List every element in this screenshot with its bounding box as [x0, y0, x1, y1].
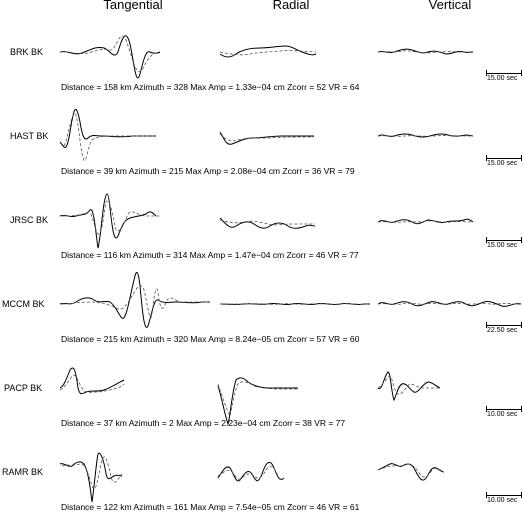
station-info: Distance = 116 km Azimuth = 314 Max Amp = 1.47e−04 cm Zcorr = 46 VR = 77 — [61, 250, 359, 260]
radial-waveform — [220, 38, 320, 68]
vertical-waveform — [378, 126, 473, 146]
vertical-waveform — [378, 292, 521, 316]
station-info: Distance = 215 km Azimuth = 320 Max Amp = 8.24e−05 cm Zcorr = 57 VR = 60 — [61, 334, 360, 344]
time-scale-label: 15.00 sec — [487, 75, 518, 82]
time-scale-bar — [486, 404, 522, 418]
station-label: MCCM BK — [2, 299, 45, 309]
station-label: RAMR BK — [2, 467, 44, 477]
station-label: HAST BK — [10, 131, 49, 141]
radial-waveform — [220, 124, 315, 152]
column-header-vertical: Vertical — [428, 0, 472, 12]
tangential-waveform — [60, 446, 130, 508]
tangential-waveform — [60, 360, 130, 402]
radial-waveform — [220, 294, 370, 316]
time-scale-label: 15.00 sec — [487, 242, 518, 249]
station-label: PACP BK — [4, 383, 43, 393]
vertical-waveform — [378, 454, 448, 494]
tangential-waveform — [60, 266, 210, 338]
radial-waveform — [220, 212, 315, 240]
station-info: Distance = 158 km Azimuth = 328 Max Amp = 1.33e−04 cm Zcorr = 52 VR = 64 — [61, 82, 360, 92]
station-info: Distance = 39 km Azimuth = 215 Max Amp = 2.08e−04 cm Zcorr = 36 VR = 79 — [61, 166, 355, 176]
time-scale-label: 15.00 sec — [487, 160, 518, 167]
column-header-radial: Radial — [272, 0, 310, 12]
radial-waveform — [218, 454, 298, 490]
vertical-waveform — [378, 210, 473, 234]
station-info: Distance = 37 km Azimuth = 2 Max Amp = 2.23e−04 cm Zcorr = 38 VR = 77 — [61, 418, 346, 428]
time-scale-bar — [486, 153, 522, 167]
tangential-waveform — [60, 102, 160, 164]
time-scale-bar — [486, 490, 522, 504]
station-label: BRK BK — [10, 47, 44, 57]
station-label: JRSC BK — [10, 215, 49, 225]
time-scale-label: 10.00 sec — [487, 497, 518, 504]
tangential-waveform — [60, 186, 160, 256]
time-scale-bar — [486, 320, 522, 334]
time-scale-bar — [486, 235, 522, 249]
time-scale-label: 10.00 sec — [487, 411, 518, 418]
column-header-tangential: Tangential — [103, 0, 163, 12]
vertical-waveform — [378, 366, 448, 406]
time-scale-label: 22.50 sec — [487, 327, 518, 334]
station-info: Distance = 122 km Azimuth = 161 Max Amp = 7.54e−05 cm Zcorr = 46 VR = 61 — [61, 502, 360, 512]
vertical-waveform — [378, 42, 473, 62]
time-scale-bar — [486, 68, 522, 82]
